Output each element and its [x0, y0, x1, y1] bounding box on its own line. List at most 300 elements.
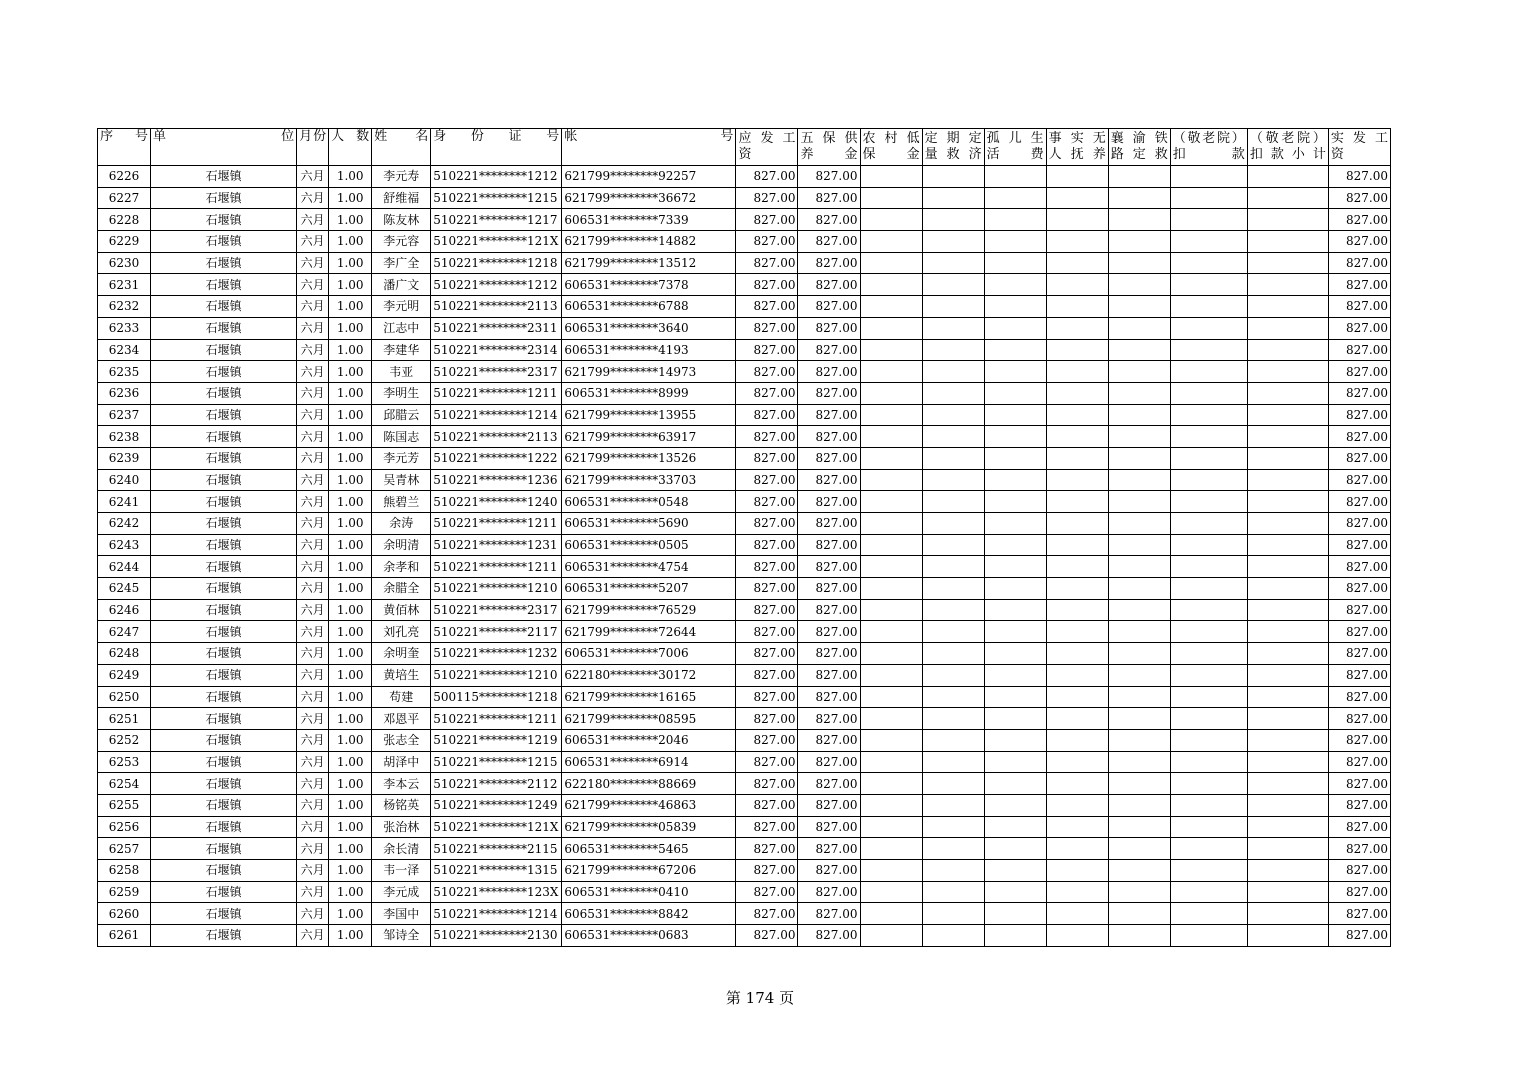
cell-account: 622180********88669	[562, 773, 736, 795]
cell-count: 1.00	[329, 860, 372, 882]
cell-account: 606531********0683	[562, 925, 736, 947]
cell-seq: 6229	[98, 231, 151, 253]
cell-kou	[1170, 317, 1247, 339]
cell-name: 韦一泽	[372, 860, 431, 882]
cell-shishi	[1046, 664, 1108, 686]
header-unit-line1: 单 位	[153, 129, 295, 144]
cell-xiangyu	[1108, 860, 1170, 882]
cell-id: 510221********1215	[431, 187, 562, 209]
cell-wubao: 827.00	[798, 339, 860, 361]
cell-name: 胡泽中	[372, 751, 431, 773]
cell-count: 1.00	[329, 621, 372, 643]
cell-dibao	[860, 773, 922, 795]
cell-unit: 石堰镇	[151, 339, 297, 361]
table-row	[98, 578, 1391, 600]
cell-dingliang	[922, 556, 984, 578]
header-dingliang	[922, 129, 984, 166]
cell-month: 六月	[297, 274, 329, 296]
cell-due: 827.00	[736, 664, 798, 686]
cell-kousub	[1247, 534, 1328, 556]
cell-dingliang	[922, 382, 984, 404]
cell-account: 621799********16165	[562, 686, 736, 708]
cell-due: 827.00	[736, 447, 798, 469]
cell-id: 510221********2112	[431, 773, 562, 795]
cell-month: 六月	[297, 166, 329, 188]
cell-dibao	[860, 903, 922, 925]
cell-dingliang	[922, 491, 984, 513]
cell-kousub	[1247, 339, 1328, 361]
cell-shishi	[1046, 513, 1108, 535]
cell-unit: 石堰镇	[151, 361, 297, 383]
cell-wubao: 827.00	[798, 925, 860, 947]
table-row	[98, 361, 1391, 383]
cell-guer	[984, 860, 1046, 882]
cell-unit: 石堰镇	[151, 556, 297, 578]
cell-month: 六月	[297, 599, 329, 621]
cell-name: 李国中	[372, 903, 431, 925]
cell-count: 1.00	[329, 166, 372, 188]
cell-wubao: 827.00	[798, 426, 860, 448]
cell-name: 李元明	[372, 296, 431, 318]
cell-kou	[1170, 426, 1247, 448]
cell-seq: 6232	[98, 296, 151, 318]
table-row	[98, 556, 1391, 578]
cell-dingliang	[922, 925, 984, 947]
cell-id: 510221********2117	[431, 621, 562, 643]
cell-kousub	[1247, 816, 1328, 838]
cell-id: 510221********1231	[431, 534, 562, 556]
header-count	[329, 129, 372, 166]
cell-unit: 石堰镇	[151, 773, 297, 795]
cell-name: 余明奎	[372, 643, 431, 665]
cell-account: 621799********33703	[562, 469, 736, 491]
cell-kousub	[1247, 274, 1328, 296]
header-id-line1: 身 份 证 号	[433, 129, 560, 144]
cell-month: 六月	[297, 187, 329, 209]
cell-dingliang	[922, 252, 984, 274]
cell-month: 六月	[297, 556, 329, 578]
cell-seq: 6238	[98, 426, 151, 448]
cell-wubao: 827.00	[798, 599, 860, 621]
cell-count: 1.00	[329, 816, 372, 838]
header-unit	[151, 129, 297, 166]
cell-kousub	[1247, 751, 1328, 773]
table-row	[98, 794, 1391, 816]
cell-kousub	[1247, 860, 1328, 882]
cell-month: 六月	[297, 729, 329, 751]
cell-guer	[984, 534, 1046, 556]
cell-kousub	[1247, 231, 1328, 253]
cell-dingliang	[922, 447, 984, 469]
cell-name: 余涛	[372, 513, 431, 535]
cell-seq: 6253	[98, 751, 151, 773]
cell-month: 六月	[297, 252, 329, 274]
cell-unit: 石堰镇	[151, 426, 297, 448]
cell-shishi	[1046, 816, 1108, 838]
cell-due: 827.00	[736, 621, 798, 643]
cell-count: 1.00	[329, 404, 372, 426]
cell-kou	[1170, 881, 1247, 903]
cell-unit: 石堰镇	[151, 578, 297, 600]
cell-guer	[984, 274, 1046, 296]
cell-actual: 827.00	[1328, 404, 1390, 426]
cell-month: 六月	[297, 469, 329, 491]
cell-wubao: 827.00	[798, 860, 860, 882]
cell-due: 827.00	[736, 751, 798, 773]
cell-dibao	[860, 881, 922, 903]
cell-unit: 石堰镇	[151, 903, 297, 925]
cell-due: 827.00	[736, 816, 798, 838]
cell-month: 六月	[297, 578, 329, 600]
cell-unit: 石堰镇	[151, 231, 297, 253]
cell-kou	[1170, 903, 1247, 925]
header-row	[98, 129, 1391, 166]
cell-guer	[984, 252, 1046, 274]
cell-due: 827.00	[736, 339, 798, 361]
cell-actual: 827.00	[1328, 296, 1390, 318]
cell-unit: 石堰镇	[151, 664, 297, 686]
header-guer	[984, 129, 1046, 166]
cell-month: 六月	[297, 209, 329, 231]
cell-due: 827.00	[736, 382, 798, 404]
table-row	[98, 469, 1391, 491]
cell-account: 622180********30172	[562, 664, 736, 686]
cell-wubao: 827.00	[798, 317, 860, 339]
cell-xiangyu	[1108, 317, 1170, 339]
cell-actual: 827.00	[1328, 643, 1390, 665]
cell-id: 510221********1222	[431, 447, 562, 469]
cell-xiangyu	[1108, 686, 1170, 708]
cell-name: 潘广文	[372, 274, 431, 296]
cell-month: 六月	[297, 751, 329, 773]
cell-month: 六月	[297, 621, 329, 643]
cell-kousub	[1247, 903, 1328, 925]
cell-id: 510221********1211	[431, 708, 562, 730]
cell-dibao	[860, 513, 922, 535]
cell-dibao	[860, 166, 922, 188]
cell-xiangyu	[1108, 643, 1170, 665]
cell-actual: 827.00	[1328, 513, 1390, 535]
cell-unit: 石堰镇	[151, 296, 297, 318]
cell-shishi	[1046, 578, 1108, 600]
cell-xiangyu	[1108, 751, 1170, 773]
cell-name: 李广全	[372, 252, 431, 274]
cell-seq: 6240	[98, 469, 151, 491]
table-row	[98, 816, 1391, 838]
cell-name: 熊碧兰	[372, 491, 431, 513]
table-row	[98, 491, 1391, 513]
cell-unit: 石堰镇	[151, 860, 297, 882]
cell-account: 606531********3640	[562, 317, 736, 339]
cell-due: 827.00	[736, 361, 798, 383]
cell-xiangyu	[1108, 729, 1170, 751]
cell-due: 827.00	[736, 925, 798, 947]
cell-actual: 827.00	[1328, 556, 1390, 578]
header-month	[297, 129, 329, 166]
cell-dingliang	[922, 881, 984, 903]
cell-unit: 石堰镇	[151, 534, 297, 556]
cell-count: 1.00	[329, 382, 372, 404]
cell-shishi	[1046, 166, 1108, 188]
cell-xiangyu	[1108, 382, 1170, 404]
cell-wubao: 827.00	[798, 621, 860, 643]
cell-dingliang	[922, 361, 984, 383]
cell-name: 刘孔亮	[372, 621, 431, 643]
cell-seq: 6244	[98, 556, 151, 578]
cell-count: 1.00	[329, 599, 372, 621]
cell-kou	[1170, 339, 1247, 361]
cell-dibao	[860, 187, 922, 209]
cell-id: 510221********123X	[431, 881, 562, 903]
cell-xiangyu	[1108, 491, 1170, 513]
cell-shishi	[1046, 361, 1108, 383]
cell-guer	[984, 556, 1046, 578]
cell-count: 1.00	[329, 513, 372, 535]
cell-seq: 6230	[98, 252, 151, 274]
cell-account: 606531********0505	[562, 534, 736, 556]
cell-count: 1.00	[329, 881, 372, 903]
cell-name: 余腊全	[372, 578, 431, 600]
table-row	[98, 447, 1391, 469]
cell-kousub	[1247, 794, 1328, 816]
cell-shishi	[1046, 209, 1108, 231]
cell-wubao: 827.00	[798, 729, 860, 751]
cell-dingliang	[922, 903, 984, 925]
cell-actual: 827.00	[1328, 426, 1390, 448]
cell-xiangyu	[1108, 166, 1170, 188]
cell-id: 510221********2113	[431, 426, 562, 448]
cell-id: 510221********2317	[431, 599, 562, 621]
cell-xiangyu	[1108, 794, 1170, 816]
cell-name: 李本云	[372, 773, 431, 795]
cell-count: 1.00	[329, 491, 372, 513]
cell-wubao: 827.00	[798, 556, 860, 578]
cell-account: 606531********4193	[562, 339, 736, 361]
cell-kou	[1170, 599, 1247, 621]
cell-month: 六月	[297, 513, 329, 535]
cell-guer	[984, 751, 1046, 773]
table-row	[98, 252, 1391, 274]
cell-wubao: 827.00	[798, 274, 860, 296]
cell-wubao: 827.00	[798, 708, 860, 730]
cell-id: 510221********2311	[431, 317, 562, 339]
cell-xiangyu	[1108, 469, 1170, 491]
cell-month: 六月	[297, 643, 329, 665]
cell-id: 510221********1240	[431, 491, 562, 513]
cell-guer	[984, 317, 1046, 339]
cell-xiangyu	[1108, 426, 1170, 448]
payroll-table	[97, 128, 1391, 947]
header-actual-line2: 资	[1330, 147, 1344, 162]
cell-dibao	[860, 578, 922, 600]
cell-actual: 827.00	[1328, 534, 1390, 556]
cell-unit: 石堰镇	[151, 881, 297, 903]
cell-seq: 6228	[98, 209, 151, 231]
header-month-line1: 月份	[299, 129, 327, 144]
cell-count: 1.00	[329, 773, 372, 795]
cell-kousub	[1247, 599, 1328, 621]
cell-account: 621799********14882	[562, 231, 736, 253]
table-row	[98, 729, 1391, 751]
cell-count: 1.00	[329, 339, 372, 361]
cell-guer	[984, 925, 1046, 947]
cell-count: 1.00	[329, 708, 372, 730]
cell-kou	[1170, 556, 1247, 578]
cell-unit: 石堰镇	[151, 643, 297, 665]
cell-kousub	[1247, 317, 1328, 339]
header-shishi	[1046, 129, 1108, 166]
cell-id: 510221********121X	[431, 816, 562, 838]
cell-count: 1.00	[329, 729, 372, 751]
cell-due: 827.00	[736, 903, 798, 925]
cell-dingliang	[922, 469, 984, 491]
cell-guer	[984, 361, 1046, 383]
cell-wubao: 827.00	[798, 166, 860, 188]
table-row	[98, 231, 1391, 253]
cell-month: 六月	[297, 317, 329, 339]
table-row	[98, 664, 1391, 686]
cell-wubao: 827.00	[798, 838, 860, 860]
cell-actual: 827.00	[1328, 447, 1390, 469]
cell-seq: 6255	[98, 794, 151, 816]
cell-xiangyu	[1108, 447, 1170, 469]
cell-xiangyu	[1108, 339, 1170, 361]
header-kousub-line1: （敬老院）	[1249, 131, 1326, 146]
header-id	[431, 129, 562, 166]
cell-wubao: 827.00	[798, 643, 860, 665]
cell-guer	[984, 339, 1046, 361]
cell-wubao: 827.00	[798, 794, 860, 816]
cell-xiangyu	[1108, 513, 1170, 535]
cell-guer	[984, 708, 1046, 730]
cell-actual: 827.00	[1328, 187, 1390, 209]
cell-shishi	[1046, 231, 1108, 253]
cell-dibao	[860, 317, 922, 339]
cell-id: 510221********1214	[431, 404, 562, 426]
cell-name: 余孝和	[372, 556, 431, 578]
table-row	[98, 534, 1391, 556]
cell-guer	[984, 513, 1046, 535]
cell-month: 六月	[297, 447, 329, 469]
cell-shishi	[1046, 556, 1108, 578]
cell-shishi	[1046, 296, 1108, 318]
cell-guer	[984, 643, 1046, 665]
header-wubao	[798, 129, 860, 166]
cell-name: 邓恩平	[372, 708, 431, 730]
header-xiangyu	[1108, 129, 1170, 166]
cell-name: 张治林	[372, 816, 431, 838]
cell-dibao	[860, 491, 922, 513]
cell-shishi	[1046, 838, 1108, 860]
header-shishi-line2: 人 抚 养	[1048, 147, 1106, 162]
cell-xiangyu	[1108, 556, 1170, 578]
cell-shishi	[1046, 708, 1108, 730]
cell-name: 李元寿	[372, 166, 431, 188]
header-dibao-line2: 保 金	[862, 147, 920, 162]
cell-dingliang	[922, 317, 984, 339]
cell-actual: 827.00	[1328, 729, 1390, 751]
cell-kou	[1170, 166, 1247, 188]
cell-due: 827.00	[736, 794, 798, 816]
cell-seq: 6235	[98, 361, 151, 383]
cell-name: 陈国志	[372, 426, 431, 448]
cell-due: 827.00	[736, 729, 798, 751]
cell-kou	[1170, 838, 1247, 860]
cell-shishi	[1046, 404, 1108, 426]
cell-unit: 石堰镇	[151, 317, 297, 339]
cell-unit: 石堰镇	[151, 274, 297, 296]
cell-dingliang	[922, 513, 984, 535]
cell-due: 827.00	[736, 578, 798, 600]
cell-unit: 石堰镇	[151, 599, 297, 621]
cell-kousub	[1247, 382, 1328, 404]
cell-kousub	[1247, 252, 1328, 274]
cell-account: 606531********2046	[562, 729, 736, 751]
cell-kou	[1170, 513, 1247, 535]
header-xiangyu-line2: 路 定 救	[1110, 147, 1168, 162]
cell-account: 606531********7339	[562, 209, 736, 231]
cell-account: 621799********14973	[562, 361, 736, 383]
cell-kousub	[1247, 469, 1328, 491]
cell-wubao: 827.00	[798, 773, 860, 795]
cell-month: 六月	[297, 838, 329, 860]
cell-actual: 827.00	[1328, 621, 1390, 643]
cell-due: 827.00	[736, 773, 798, 795]
cell-seq: 6250	[98, 686, 151, 708]
cell-count: 1.00	[329, 252, 372, 274]
cell-dingliang	[922, 664, 984, 686]
cell-kousub	[1247, 513, 1328, 535]
cell-shishi	[1046, 643, 1108, 665]
cell-id: 510221********1212	[431, 166, 562, 188]
cell-account: 621799********08595	[562, 708, 736, 730]
cell-actual: 827.00	[1328, 578, 1390, 600]
cell-dibao	[860, 925, 922, 947]
cell-name: 李元容	[372, 231, 431, 253]
cell-wubao: 827.00	[798, 816, 860, 838]
cell-shishi	[1046, 903, 1108, 925]
cell-kou	[1170, 187, 1247, 209]
cell-shishi	[1046, 860, 1108, 882]
cell-actual: 827.00	[1328, 339, 1390, 361]
cell-kou	[1170, 252, 1247, 274]
cell-shishi	[1046, 729, 1108, 751]
cell-account: 621799********36672	[562, 187, 736, 209]
cell-unit: 石堰镇	[151, 513, 297, 535]
cell-month: 六月	[297, 426, 329, 448]
cell-xiangyu	[1108, 296, 1170, 318]
cell-unit: 石堰镇	[151, 621, 297, 643]
table-row	[98, 426, 1391, 448]
cell-kousub	[1247, 491, 1328, 513]
cell-shishi	[1046, 491, 1108, 513]
cell-xiangyu	[1108, 578, 1170, 600]
cell-xiangyu	[1108, 708, 1170, 730]
cell-account: 621799********13512	[562, 252, 736, 274]
cell-due: 827.00	[736, 860, 798, 882]
cell-shishi	[1046, 382, 1108, 404]
cell-name: 苟建	[372, 686, 431, 708]
cell-count: 1.00	[329, 838, 372, 860]
cell-wubao: 827.00	[798, 903, 860, 925]
cell-month: 六月	[297, 296, 329, 318]
cell-seq: 6243	[98, 534, 151, 556]
cell-dingliang	[922, 729, 984, 751]
cell-month: 六月	[297, 231, 329, 253]
cell-unit: 石堰镇	[151, 491, 297, 513]
cell-name: 李元成	[372, 881, 431, 903]
header-guer-line2: 活 费	[986, 147, 1044, 162]
